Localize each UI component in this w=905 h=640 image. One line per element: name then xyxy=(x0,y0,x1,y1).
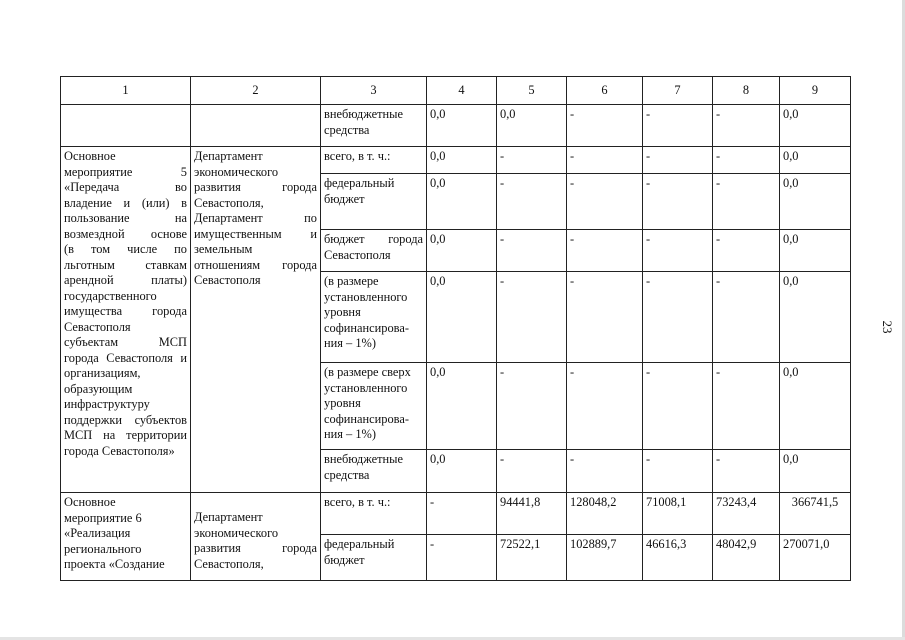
activity-name-line: владение и (или) в xyxy=(64,195,187,210)
executor-line: экономического xyxy=(194,525,279,540)
value-cell: - xyxy=(643,363,713,450)
value-cell: - xyxy=(713,147,780,174)
value-cell: - xyxy=(713,230,780,272)
table-row xyxy=(61,147,851,174)
value-cell: - xyxy=(497,230,567,272)
value-cell: - xyxy=(567,450,643,493)
executor-line: экономического xyxy=(194,164,279,179)
value-cell: 0,0 xyxy=(427,272,497,363)
header-cell: 7 xyxy=(643,77,713,105)
value-cell: 0,0 xyxy=(780,174,851,230)
value-cell: - xyxy=(497,450,567,493)
activity-name-line: поддержки субъектов xyxy=(64,412,187,427)
value-cell: - xyxy=(567,174,643,230)
value-cell: - xyxy=(567,230,643,272)
header-cell: 9 xyxy=(780,77,851,105)
funding-source: бюджет города Севастополя xyxy=(321,230,427,272)
executor-line: развития города xyxy=(194,541,317,555)
executor-line: Департамент xyxy=(194,510,263,524)
funding-source: внебюджетные средства xyxy=(321,450,427,493)
activity-name-line: льготным ставкам xyxy=(64,257,187,272)
value-cell: 71008,1 xyxy=(643,493,713,535)
funding-source: всего, в т. ч.: xyxy=(321,147,427,174)
activity-name-line: мероприятие 6 xyxy=(64,510,142,525)
executor-line: Департамент по xyxy=(194,211,317,225)
value-cell: - xyxy=(713,272,780,363)
header-cell: 5 xyxy=(497,77,567,105)
funding-source: федеральный бюджет xyxy=(321,174,427,230)
value-cell: - xyxy=(643,272,713,363)
activity-name-line: возмездной основе xyxy=(64,226,187,241)
activity-name-line: имущества города xyxy=(64,304,187,318)
header-row xyxy=(61,77,851,105)
value-cell: - xyxy=(427,493,497,535)
value-cell: 366741,5 xyxy=(780,493,851,535)
activity-name-line: арендной платы) xyxy=(64,273,187,287)
value-cell: 0,0 xyxy=(427,105,497,147)
value-cell: - xyxy=(497,363,567,450)
header-cell: 6 xyxy=(567,77,643,105)
value-cell: - xyxy=(713,105,780,147)
value-cell: 0,0 xyxy=(427,174,497,230)
activity-name-line: государственного xyxy=(64,288,157,303)
funding-source: (в размере установленного уровня софинансирова-ния – 1%) xyxy=(321,272,427,363)
value-cell: 128048,2 xyxy=(567,493,643,535)
activity-name-line: «Передача во xyxy=(64,180,187,194)
value-cell: 0,0 xyxy=(780,230,851,272)
value-cell: - xyxy=(643,174,713,230)
value-cell: - xyxy=(567,105,643,147)
page-number: 23 xyxy=(880,320,895,334)
activity-name-line: Основное xyxy=(64,495,116,509)
activity-name-line: образующим xyxy=(64,381,133,396)
header-cell: 3 xyxy=(321,77,427,105)
value-cell: - xyxy=(643,450,713,493)
funding-source: (в размере сверх установленного уровня софинансирова-ния – 1%) xyxy=(321,363,427,450)
executor-line: Департамент xyxy=(194,149,263,163)
executor-line: Севастополя, xyxy=(194,556,264,571)
value-cell: 73243,4 xyxy=(713,493,780,535)
executor-line: развития города xyxy=(194,180,317,194)
value-cell: - xyxy=(643,147,713,174)
value-cell: 48042,9 xyxy=(713,535,780,581)
value-cell: - xyxy=(567,272,643,363)
value-cell: - xyxy=(497,147,567,174)
executor-cell xyxy=(191,493,321,581)
header-cell: 1 xyxy=(61,77,191,105)
value-cell: 0,0 xyxy=(780,272,851,363)
activity-name-cell xyxy=(61,105,191,147)
funding-source: всего, в т. ч.: xyxy=(321,493,427,535)
executor-line: Севастополя xyxy=(194,273,261,287)
value-cell: - xyxy=(497,174,567,230)
value-cell: 94441,8 xyxy=(497,493,567,535)
activity-name-line: организациям, xyxy=(64,366,141,380)
value-cell: 270071,0 xyxy=(780,535,851,581)
activity-name-cell xyxy=(61,147,191,493)
value-cell: - xyxy=(497,272,567,363)
table-row xyxy=(61,493,851,535)
table-row xyxy=(61,105,851,147)
activity-name-line: регионального xyxy=(64,541,142,556)
executor-line: отношениям города xyxy=(194,257,317,272)
activity-name-line: пользование на xyxy=(64,211,187,225)
value-cell: 72522,1 xyxy=(497,535,567,581)
value-cell: - xyxy=(643,105,713,147)
activity-name-line: города Севастополя и xyxy=(64,350,187,365)
header-cell: 4 xyxy=(427,77,497,105)
value-cell: - xyxy=(713,450,780,493)
value-cell: - xyxy=(427,535,497,581)
value-cell: 0,0 xyxy=(780,450,851,493)
value-cell: 0,0 xyxy=(780,363,851,450)
value-cell: - xyxy=(643,230,713,272)
value-cell: - xyxy=(567,363,643,450)
value-cell: 0,0 xyxy=(427,363,497,450)
header-cell: 2 xyxy=(191,77,321,105)
header-cell: 8 xyxy=(713,77,780,105)
activity-name-cell xyxy=(61,493,191,581)
executor-cell xyxy=(191,147,321,493)
value-cell: 0,0 xyxy=(497,105,567,147)
executor-line: Севастополя, xyxy=(194,195,264,210)
activity-name-line: проекта «Создание xyxy=(64,557,165,571)
activity-name-line: МСП на территории xyxy=(64,428,187,442)
value-cell: 0,0 xyxy=(427,230,497,272)
activity-name-line: мероприятие 5 xyxy=(64,164,187,179)
executor-line: имущественным и xyxy=(194,226,317,241)
funding-source: федеральный бюджет xyxy=(321,535,427,581)
activity-name-line: субъектам МСП xyxy=(64,335,187,349)
value-cell: 102889,7 xyxy=(567,535,643,581)
activity-name-line: города Севастополя» xyxy=(64,443,175,458)
activity-name-line: Севастополя xyxy=(64,319,131,334)
value-cell: - xyxy=(713,174,780,230)
value-cell: 0,0 xyxy=(427,147,497,174)
executor-cell xyxy=(191,105,321,147)
value-cell: 46616,3 xyxy=(643,535,713,581)
executor-line: земельным xyxy=(194,242,253,256)
activity-name-line: (в том числе по xyxy=(64,242,187,256)
funding-source: внебюджетные средства xyxy=(321,105,427,147)
value-cell: 0,0 xyxy=(427,450,497,493)
value-cell: 0,0 xyxy=(780,105,851,147)
activity-name-line: инфраструктуру xyxy=(64,397,150,411)
financing-table xyxy=(60,76,851,581)
activity-name-line: Основное xyxy=(64,149,116,163)
activity-name-line: «Реализация xyxy=(64,526,131,540)
value-cell: - xyxy=(713,363,780,450)
value-cell: 0,0 xyxy=(780,147,851,174)
value-cell: - xyxy=(567,147,643,174)
